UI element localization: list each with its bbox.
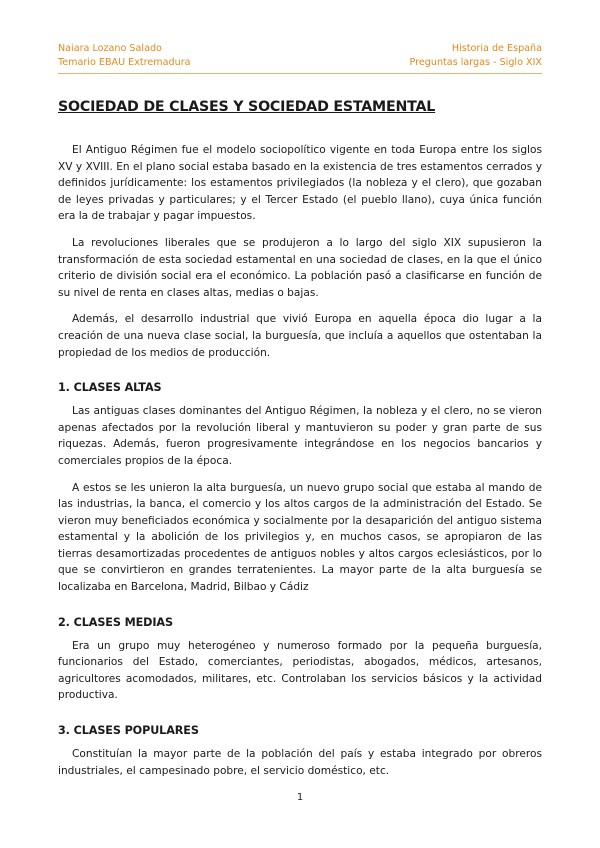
header-right [410,42,542,70]
clases-altas-paragraph-1: Las antiguas clases dominantes del Antiguo Régimen, la nobleza y el clero, no se vieron apenas afectados por la revolución liberal y mantuvieron su poder y gran parte de sus riquezas. Además, fueron progresivamente integrándose en los negocios bancarios y comerciales propios de la época. [58,405,542,467]
author-name: Naiara Lozano Salado [58,43,162,54]
document-title: SOCIEDAD DE CLASES Y SOCIEDAD ESTAMENTAL [58,99,436,115]
header-left [58,42,191,70]
section-heading-clases-populares: 3. CLASES POPULARES [58,724,199,738]
page-number: 1 [296,792,304,803]
intro-paragraph-3: Además, el desarrollo industrial que vivió Europa en aquella época dio lugar a la creación de una nueva clase social, la burguesía, que incluía a aquellos que ostentaban la propiedad de los medios de producción. [58,313,542,359]
header-divider [58,73,542,74]
document-body [58,98,542,789]
intro-paragraph-2: La revoluciones liberales que se produjeron a lo largo del siglo XIX supusieron la transformación de esta sociedad estamental en una sociedad de clases, en la que el único criterio de división social era el económico. La población pasó a clasificarse en función de su nivel de renta en clases altas, medias o bajas. [58,236,542,299]
subject-name: Historia de España [451,43,542,54]
section-heading-clases-altas: 1. CLASES ALTAS [58,381,162,395]
clases-medias-paragraph-1: Era un grupo muy heterogéneo y numeroso formado por la pequeña burguesía, funcionarios del Estado, comerciantes, periodistas, abogados, médicos, artesanos, agricultores acomodados, militares, etc. Controlaban los servicios básicos y la actividad productiva. [58,639,542,702]
intro-paragraph-1: El Antiguo Régimen fue el modelo sociopolítico vigente en toda Europa entre los siglos XV y XVIII. En el plano social estaba basado en la existencia de tres estamentos cerrados y definidos jurídicamente: los estamentos privilegiados (la nobleza y el clero), que gozaban de leyes privadas y particulares; y el Tercer Estado (el pueblo llano), cuya única función era la de trabajar y pagar impuestos. [58,144,542,223]
section-heading-clases-medias: 2. CLASES MEDIAS [58,615,173,629]
course-name: Temario EBAU Extremadura [58,57,191,68]
clases-altas-paragraph-2: A estos se les unieron la alta burguesía, un nuevo grupo social que estaba al mando de las industrias, la banca, el comercio y los altos cargos de la administración del Estado. Se vieron muy beneficiados económica y socialmente por la desaparición del antiguo sistema estamental y la abolición de los privilegios y, en muchos casos, se apropiaron de las tierras desamortizadas procedentes de antiguos nobles y altos cargos eclesiásticos, por lo que se convirtieron en grandes terratenientes. La mayor parte de la alta burguesía se localizaba en Barcelona, Madrid, Bilbao y Cádiz [58,481,542,594]
topic-name: Preguntas largas - Siglo XIX [409,57,542,68]
page-header [58,42,542,70]
clases-populares-paragraph-1: Constituían la mayor parte de la población del país y estaba integrado por obreros industriales, el campesinado pobre, el servicio doméstico, etc. [58,748,542,777]
